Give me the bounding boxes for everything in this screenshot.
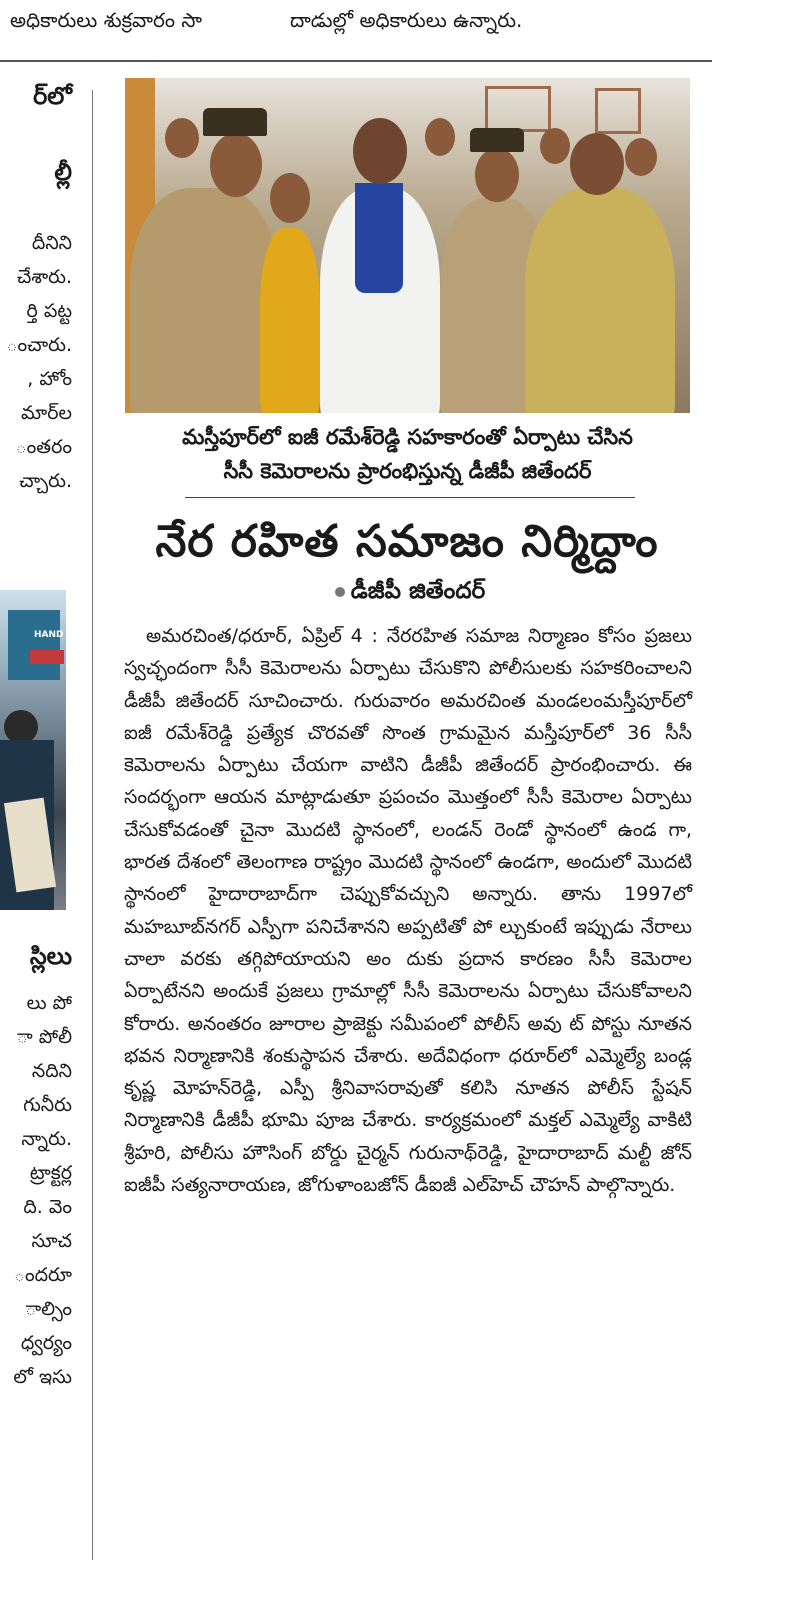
byline-text: డీజీపీ జితేందర్ bbox=[350, 578, 486, 604]
left-line: ధ్వర్యం bbox=[20, 1332, 72, 1354]
person-head bbox=[4, 710, 38, 744]
officer-1-cap bbox=[203, 108, 267, 136]
left-line: ది. వెం bbox=[23, 1196, 72, 1218]
adjacent-photo bbox=[0, 590, 66, 910]
blue-stole bbox=[355, 183, 403, 293]
crowd-head bbox=[540, 128, 570, 164]
left-heading-3: స్లిలు bbox=[29, 942, 72, 970]
left-line: ంతరం bbox=[15, 436, 72, 458]
officer-1-head bbox=[210, 133, 262, 197]
left-line: ాల్సిం bbox=[25, 1298, 72, 1320]
top-line-a: అధికారులు శుక్రవారం సా bbox=[10, 8, 202, 32]
officer-1 bbox=[130, 188, 280, 413]
left-line: న్నారు. bbox=[21, 1128, 72, 1150]
left-line: , హోం bbox=[27, 368, 72, 390]
left-line: ా పోలీ bbox=[16, 1026, 72, 1048]
photo-caption-line-1: మస్తీపూర్‌లో ఐజీ రమేశ్‌రెడ్డి సహకారంతో ఏర్పాటు చేసిన bbox=[182, 425, 633, 449]
left-line: లు పో bbox=[26, 992, 72, 1014]
window bbox=[595, 88, 641, 134]
column-divider bbox=[92, 90, 93, 1560]
woman-saree bbox=[260, 228, 320, 413]
left-line: గునీరు bbox=[23, 1094, 72, 1116]
left-line: దీనిని bbox=[31, 232, 72, 254]
crowd-head bbox=[425, 118, 455, 156]
news-photo bbox=[125, 78, 690, 413]
left-line: చేశారు. bbox=[16, 266, 72, 288]
article-headline: నేర రహిత సమాజం నిర్మిద్దాం bbox=[155, 516, 659, 567]
woman-head bbox=[270, 173, 310, 223]
left-heading-2: ల్లీ bbox=[54, 158, 72, 186]
caption-rule bbox=[185, 497, 635, 498]
banner-graphic bbox=[8, 610, 60, 680]
left-line: ంచారు. bbox=[6, 334, 72, 356]
crowd-head bbox=[165, 118, 199, 158]
left-line: మార్‌ల bbox=[21, 402, 72, 424]
left-line: సూచ bbox=[31, 1230, 72, 1252]
top-line-b: దాడుల్లో అధికారులు ఉన్నారు. bbox=[290, 8, 523, 32]
left-line: ర్తి పట్ట bbox=[26, 300, 72, 322]
article-paragraph: అమరచింత/ధరూర్, ఏప్రిల్ 4 : నేరరహిత సమాజ నిర్మాణం కోసం ప్రజలు స్వచ్ఛందంగా సీసీ కెమెరాలను ఏర్పాటు చేసుకొని పోలీసులకు సహకరించాలని డీజీపీ జితేందర్ సూచించారు. గురువారం అమరచింత మండలంమస్తీపూర్‌లో ఐజీ రమేశ్‌రెడ్డి ప్రత్యేక చొరవతో సొంత గ్రామమైన మస్తీపూర్‌లో 36 సీసీ కెమెరాలను ఏర్పాటు చేయగా వాటిని డీజీపీ జితేందర్ ప్రారంభించారు. ఈ సందర్భంగా ఆయన మాట్లాడుతూ ప్రపంచం మొత్తంలో సీసీ కెమెరాల ఏర్పాటు చేసుకోవడంతో చైనా మొదటి స్థానంలో, లండన్ రెండో స్థానంలో ఉండ గా, భారత దేశంలో తెలంగాణ రాష్ట్రం మొదటి స్థానంలో ఉండగా, అందులో మొదటి స్థానంలో హైదారాబాద్‌గా చెప్పుకోవచ్చుని అన్నారు. తాను 1997లో మహబూబ్‌నగర్ ఎస్పీగా పనిచేశానని అప్పటితో పో ల్చుకుంటే ఇప్పుడు నేరాలు చాలా వరకు తగ్గిపోయాయని అం దుకు ప్రదాన కారణం సీసీ కెమెరాల ఏర్పాటేనని అందుకే ప్రజలు గ్రామాల్లో సీసీ కెమెరాలను ఏర్పాటు చేసుకోవాలని కోరారు. అనంతరం జూరాల ప్రాజెక్టు సమీపంలో పోలీస్ అవు ట్ పోస్టు నూతన భవన నిర్మాణానికి శంకుస్థాపన చేశారు. అదేవిధంగా ధరూర్‌లో ఎమ్మెల్యే బండ్ల కృష్ణ మోహన్‌రెడ్డి, ఎస్పీ శ్రీనివాసరావుతో కలిసి నూతన పోలీస్ స్టేషన్ నిర్మాణానికి డీజీపీ భూమి పూజ చేశారు. కార్యక్రమంలో మక్తల్ ఎమ్మెల్యే వాకిటి శ్రీహరి, పోలీసు హౌసింగ్ బోర్డు చైర్మన్ గురునాథ్‌రెడ్డి, హైదారాబాద్ మల్టీ జోన్ ఐజీపీ సత్యనారాయణ, జోగుళాంబజోన్ డీఐజీ ఎల్‌హెచ్ చౌహన్ పాల్గొన్నారు. bbox=[124, 625, 692, 1197]
elder-shawl bbox=[525, 188, 675, 413]
photo-caption-line-2: సీసీ కెమెరాలను ప్రారంభిస్తున్న డీజీపీ జితేందర్ bbox=[223, 459, 592, 483]
left-line: ట్రాక్టర్ల bbox=[29, 1162, 72, 1184]
left-line: లో ఇసు bbox=[13, 1366, 72, 1388]
previous-article-tail bbox=[0, 0, 700, 44]
left-line: నదిని bbox=[31, 1060, 72, 1082]
elder-head bbox=[570, 133, 624, 195]
officer-2-cap bbox=[470, 128, 524, 152]
bullet-icon bbox=[335, 587, 345, 597]
adjacent-column bbox=[0, 70, 80, 1570]
left-heading-1: ర్‌లో bbox=[33, 82, 72, 110]
banner-stripe bbox=[30, 650, 64, 664]
crowd-head bbox=[625, 138, 657, 176]
left-line: చ్చారు. bbox=[19, 470, 72, 492]
byline bbox=[260, 578, 560, 610]
article-body bbox=[124, 620, 692, 1201]
center-man-head bbox=[353, 118, 407, 184]
left-line: ందరూ bbox=[14, 1264, 72, 1286]
banner-text: HAND bbox=[34, 630, 64, 640]
officer-2-head bbox=[475, 148, 519, 202]
window bbox=[485, 86, 551, 132]
section-divider bbox=[0, 60, 712, 62]
photo-caption bbox=[125, 420, 690, 488]
